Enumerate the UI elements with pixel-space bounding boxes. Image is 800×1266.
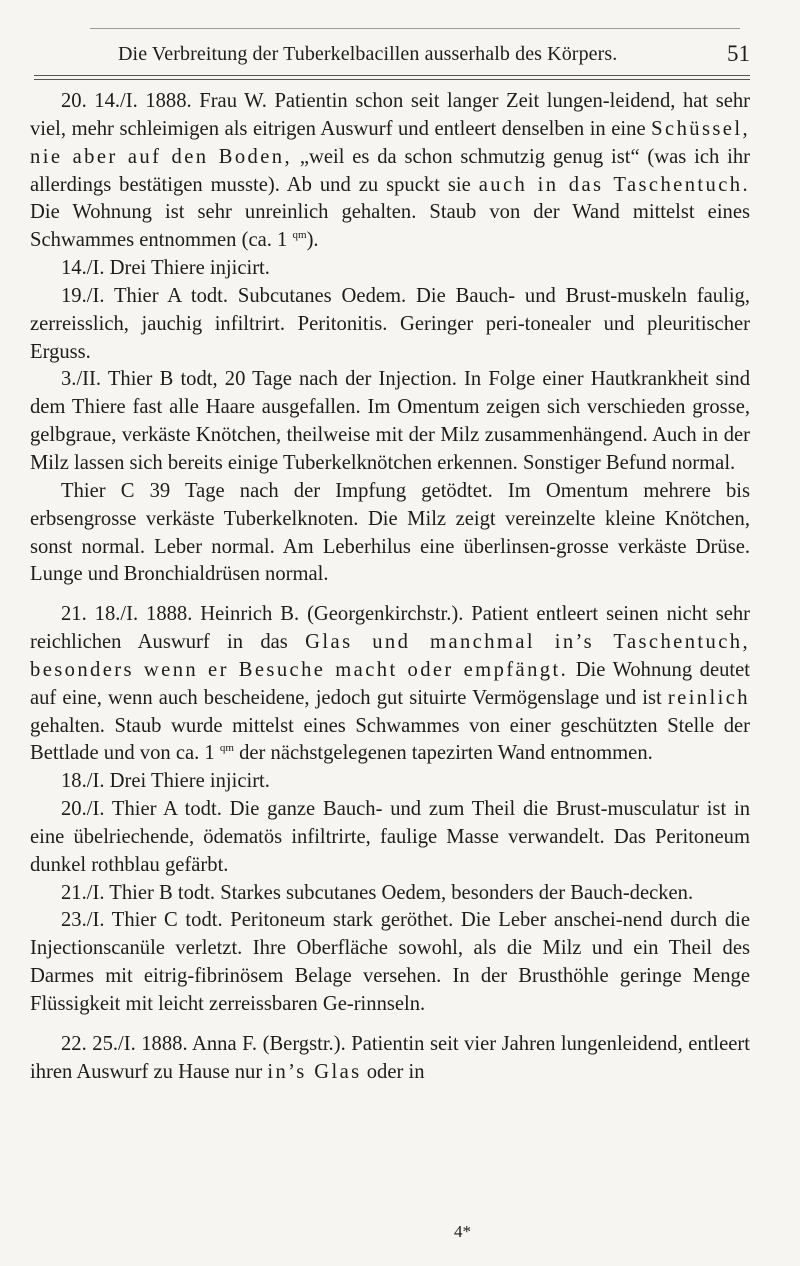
text-run: Die Wohnung ist sehr unreinlich gehalten. Staub von der Wand mittelst eines Schwammes entnommen (ca. 1 xyxy=(30,201,750,252)
paragraph xyxy=(30,796,750,880)
text-run: ). xyxy=(306,229,319,252)
signature-mark: 4* xyxy=(454,1222,471,1241)
text-run: 21./I. Thier B todt. Starkes subcutanes Oedem, besonders der Bauch-decken. xyxy=(61,881,694,904)
header-rule xyxy=(34,75,750,80)
unit-superscript: qm xyxy=(292,229,307,242)
page-number: 51 xyxy=(727,41,750,66)
spaced-emphasis: reinlich xyxy=(667,686,750,709)
paragraph xyxy=(30,880,750,908)
text-run: oder in xyxy=(361,1060,425,1083)
paragraph xyxy=(30,478,750,589)
text-run: 21. 18./I. 1888. Heinrich B. (Georgenkirchstr.). Patient entleert seinen nicht sehr reichlichen Auswurf in das xyxy=(30,603,750,654)
spaced-emphasis: in’s Glas xyxy=(267,1060,362,1083)
text-run: 20./I. Thier A todt. Die ganze Bauch- und zum Theil die Brust-musculatur ist in eine übelriechende, ödematös infiltrirte, faulige Masse verwandelt. Das Peritoneum dunkel rothblau gefärbt. xyxy=(30,798,750,876)
text-run: 19./I. Thier A todt. Subcutanes Oedem. Die Bauch- und Brust-muskeln faulig, zerreisslich, jauchig infiltrirt. Peritonitis. Geringer peri-tonealer und pleuritischer Erguss. xyxy=(30,284,750,363)
paragraph xyxy=(30,1031,750,1087)
text-run: gehalten. Staub wurde mittelst eines Schwammes von einer geschützten Stelle der Bettlade und von ca. 1 xyxy=(30,714,750,765)
spaced-emphasis: Schüssel, nie aber auf den Boden, xyxy=(30,117,750,168)
text-run: der nächstgelegenen tapezirten Wand entnommen. xyxy=(233,742,653,765)
spaced-emphasis: auch in das Taschentuch. xyxy=(478,173,750,196)
text-run: „weil es da schon schmutzig genug ist“ (was ich ihr allerdings bestätigen musste). Ab und zu spuckt sie xyxy=(30,145,750,196)
paragraph xyxy=(30,907,750,1018)
paragraph xyxy=(30,88,750,255)
paragraph xyxy=(30,366,750,477)
top-rule xyxy=(90,28,740,29)
body-text xyxy=(30,88,750,1087)
text-run: 23./I. Thier C todt. Peritoneum stark geröthet. Die Leber anschei-nend durch die Injectionscanüle verletzt. Ihre Oberfläche sowohl, als die Milz und ein Theil des Darmes mit eitrig-fibrinösem Belage versehen. In der Brusthöhle geringe Menge Flüssigkeit mit leicht zerreissbaren Ge-rinnseln. xyxy=(30,909,750,1015)
text-run: 3./II. Thier B todt, 20 Tage nach der Injection. In Folge einer Hautkrankheit sind dem Thiere fast alle Haare ausgefallen. Im Omentum zeigen sich verschieden grosse, gelbgraue, verkäste Knötchen, theilweise mit der Milz zusammenhängend. Auch in der Milz lassen sich bereits einige Tuberkelknötchen erkennen. Sonstiger Befund normal. xyxy=(30,368,750,474)
text-run: Die Wohnung deutet auf eine, wenn auch bescheidene, jedoch gut situirte Vermögenslage und ist xyxy=(30,658,751,709)
text-run: 14./I. Drei Thiere injicirt. xyxy=(61,257,270,280)
text-run: 20. 14./I. 1888. Frau W. Patientin schon seit langer Zeit lungen-leidend, hat sehr viel, mehr schleimigen als eitrigen Auswurf und entleert denselben in eine xyxy=(30,90,750,140)
running-title: Die Verbreitung der Tuberkelbacillen ausserhalb des Körpers. xyxy=(118,43,618,65)
text-run: 22. 25./I. 1888. Anna F. (Bergstr.). Patientin seit vier Jahren lungenleidend, entleert ihren Auswurf zu Hause nur xyxy=(30,1032,750,1083)
unit-superscript: qm xyxy=(219,742,234,755)
paragraph xyxy=(30,283,750,367)
text-run: Thier C 39 Tage nach der Impfung getödtet. Im Omentum mehrere bis erbsengrosse verkäste Tuberkelknoten. Die Milz zeigt vereinzelte kleine Knötchen, sonst normal. Leber normal. Am Leberhilus eine überlinsen-grosse verkäste Drüse. Lunge und Bronchialdrüsen normal. xyxy=(30,479,750,586)
paragraph xyxy=(30,255,750,283)
paragraph xyxy=(30,768,750,796)
spaced-emphasis: Glas und manchmal in’s Taschentuch, besonders wenn er Besuche macht oder empfängt. xyxy=(30,631,750,681)
paragraph xyxy=(30,601,750,768)
text-run: 18./I. Drei Thiere injicirt. xyxy=(61,770,270,793)
